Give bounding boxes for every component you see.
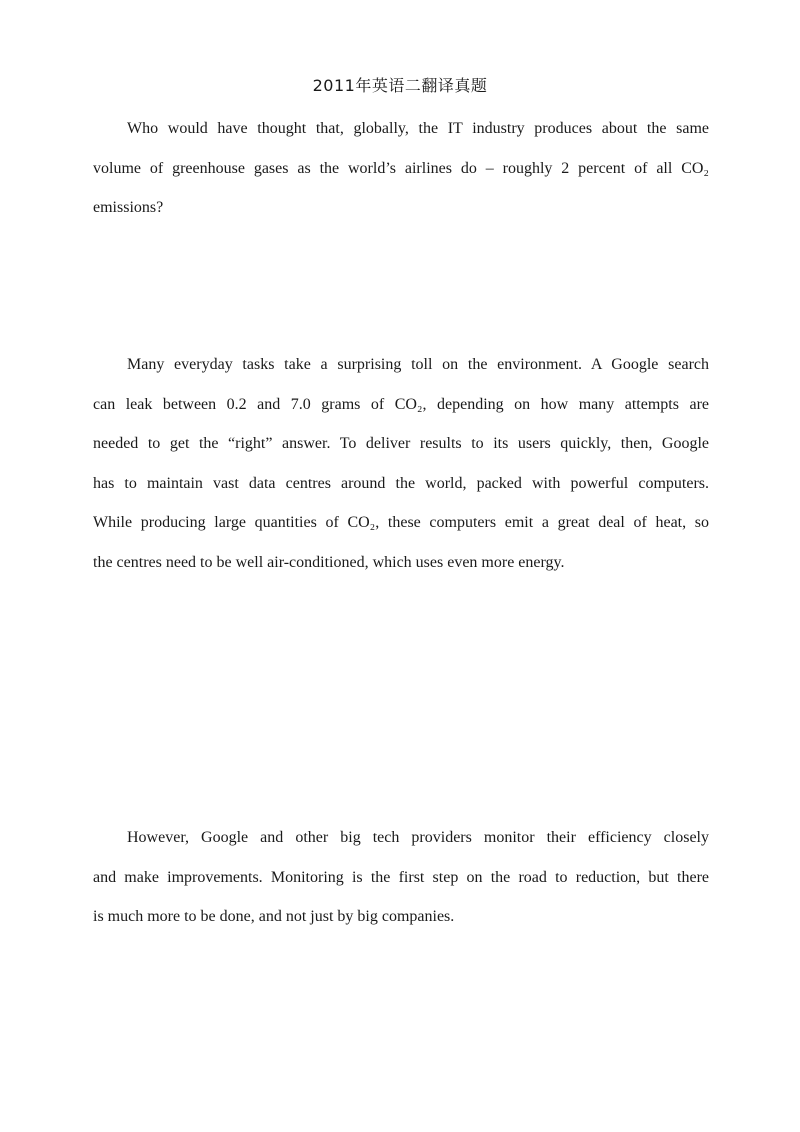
page-title: 2011年英语二翻译真题 <box>312 76 488 95</box>
paragraph-line: emissions? <box>93 199 164 216</box>
paragraph-line: and make improvements. Monitoring is the first step on the road to reduction, but there <box>93 868 709 886</box>
paragraph-line: can leak between 0.2 and 7.0 grams of CO₂, depending on how many attempts are <box>93 395 709 413</box>
paragraph-line: Many everyday tasks take a surprising toll on the environment. A Google search <box>127 356 709 373</box>
paragraph-1 <box>93 109 709 228</box>
paragraph-3 <box>93 818 709 937</box>
paragraph-2 <box>93 345 709 582</box>
paragraph-line: needed to get the “right” answer. To deliver results to its users quickly, then, Google <box>93 435 709 452</box>
paragraph-line: is much more to be done, and not just by big companies. <box>93 908 455 925</box>
paragraph-line: the centres need to be well air-conditioned, which uses even more energy. <box>93 553 565 571</box>
paragraph-line: While producing large quantities of CO₂, these computers emit a great deal of heat, so <box>93 514 709 531</box>
paragraph-line: However, Google and other big tech providers monitor their efficiency closely <box>127 829 709 846</box>
paragraph-line: Who would have thought that, globally, the IT industry produces about the same <box>127 120 709 137</box>
paragraph-line: volume of greenhouse gases as the world’s airlines do – roughly 2 percent of all CO₂ <box>93 159 709 177</box>
paragraph-line: has to maintain vast data centres around the world, packed with powerful computers. <box>93 474 709 492</box>
